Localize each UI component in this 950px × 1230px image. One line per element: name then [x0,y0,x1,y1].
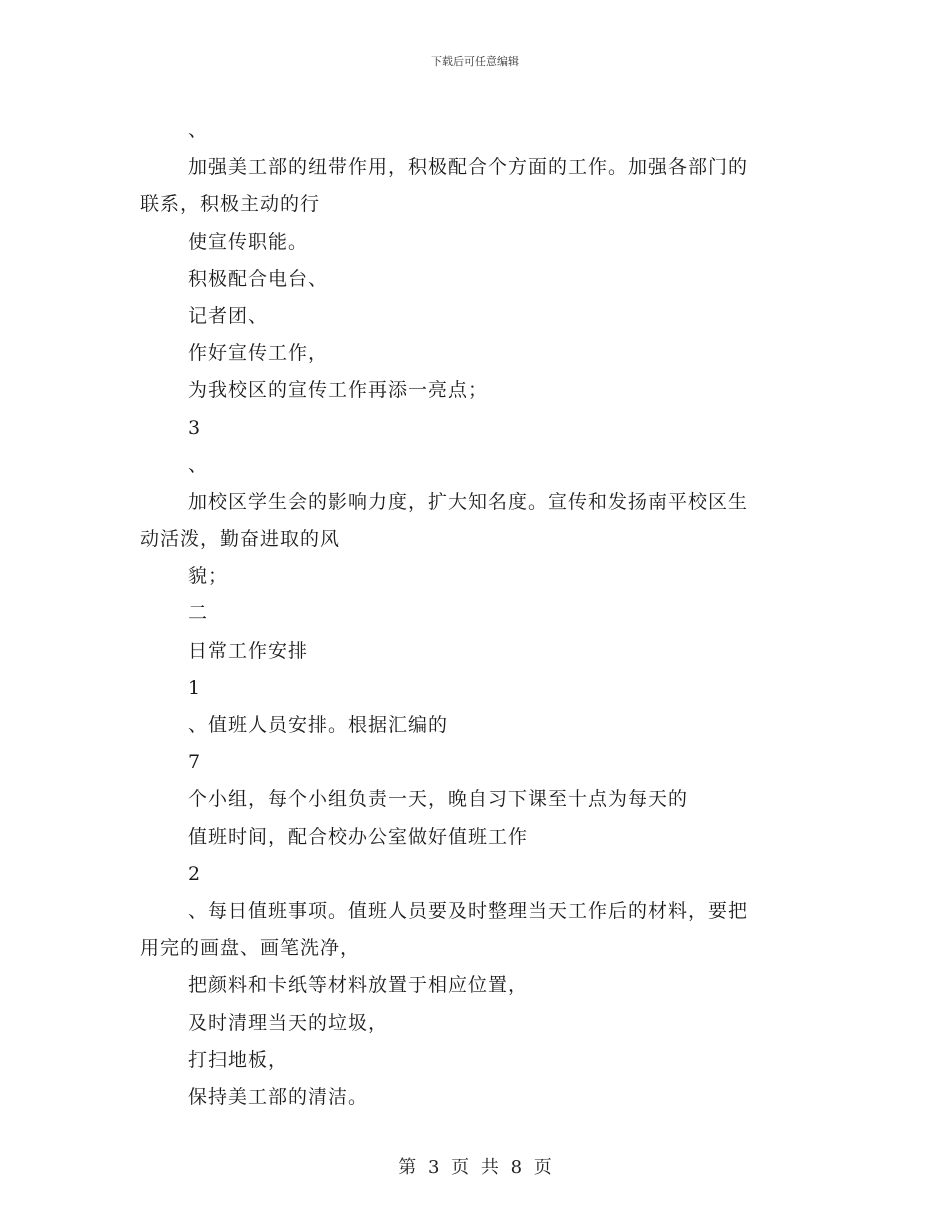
text-line: 值班时间，配合校办公室做好值班工作 [188,825,529,848]
text-line: 、 [188,453,209,476]
text-line: 用完的画盘、画笔洗净， [140,937,361,960]
text-line: 加强美工部的纽带作用，积极配合个方面的工作。加强各部门的 [188,156,749,179]
text-line: 保持美工部的清洁。 [188,1085,369,1108]
text-line: 加校区学生会的影响力度，扩大知名度。宣传和发扬南平校区生 [188,490,749,513]
text-line: 个小组，每个小组负责一天，晚自习下课至十点为每天的 [188,788,689,811]
text-line: 、 [188,119,209,141]
text-line: 及时清理当天的垃圾， [188,1011,389,1034]
text-line: 貌； [188,565,229,588]
text-line: 2 [188,862,202,885]
page-footer: 第 3 页 共 8 页 [398,1157,552,1178]
text-line: 打扫地板， [188,1048,289,1071]
document-body [140,112,810,1116]
text-line: 7 [188,751,202,774]
text-line: 3 [188,416,202,439]
text-line: 日常工作安排 [188,639,309,662]
text-line: 、每日值班事项。值班人员要及时整理当天工作后的材料，要把 [188,899,749,922]
text-line: 作好宣传工作， [188,342,329,365]
text-line: 使宣传职能。 [188,230,309,253]
text-line: 二 [188,602,209,625]
page-header: 下载后可任意编辑 [431,55,519,68]
text-line: 把颜料和卡纸等材料放置于相应位置， [188,974,529,997]
text-line: 、值班人员安排。根据汇编的 [188,714,449,736]
text-line: 积极配合电台、 [188,267,329,290]
text-line: 为我校区的宣传工作再添一亮点； [188,379,489,402]
text-line: 记者团、 [188,304,269,327]
text-line: 动活泼，勤奋进取的风 [140,528,341,551]
text-line: 1 [188,676,202,699]
text-line: 联系，积极主动的行 [140,193,321,216]
